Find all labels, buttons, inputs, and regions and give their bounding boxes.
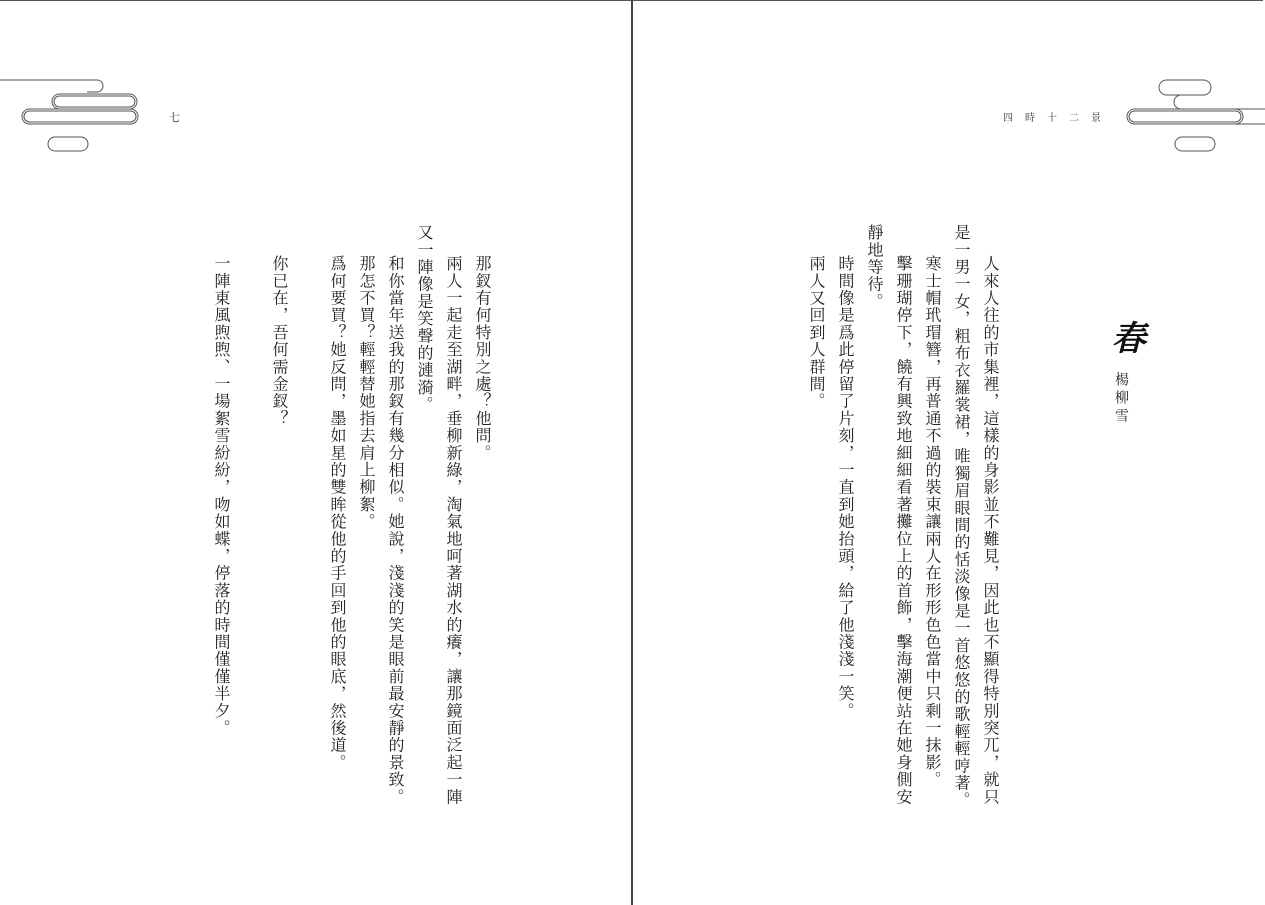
text-column: 寒士帽玳瑁簪，再普通不過的裝束讓兩人在形形色色當中只剩一抹影。 (923, 255, 942, 789)
cloud-ornament-icon (0, 76, 150, 156)
text-column: 爲何要買？她反問，墨如星的雙眸從他的手回到他的眼底，然後道。 (328, 255, 347, 771)
chapter-title: 春 (1105, 320, 1145, 354)
page-number: 七 (169, 111, 180, 124)
text-column: 時間像是爲此停留了片刻，一直到她抬頭，給了他淺淺一笑。 (836, 255, 855, 720)
text-column: 一陣東風煦煦、一場絮雪紛紛，吻如蝶，停落的時間僅僅半夕。 (212, 255, 231, 737)
author-name: 楊柳雪 (1113, 372, 1129, 426)
text-column: 是一男一女，粗布衣羅裳裙，唯獨眉眼間的恬淡像是一首悠悠的歌輕輕哼著。 (952, 224, 971, 809)
text-column: 和你當年送我的那釵有幾分相似。她說，淺淺的笑是眼前最安靜的景致。 (386, 255, 405, 806)
text-column: 又一陣像是笑聲的漣漪。 (415, 224, 434, 414)
text-column: 擊珊瑚停下，饒有興致地細細看著攤位上的首飾，擊海潮便站在她身側安 (894, 255, 913, 806)
right-page (633, 0, 1265, 905)
left-page (0, 0, 631, 905)
text-column: 兩人又回到人群間。 (807, 255, 826, 410)
cloud-ornament-icon (1121, 76, 1265, 156)
running-head: 四時十二景 (1003, 113, 1113, 124)
text-column: 那怎不買？輕輕替她指去肩上柳絮。 (357, 255, 376, 531)
text-column: 兩人一起走至湖畔，垂柳新綠，淘氣地呵著湖水的癢，讓那鏡面泛起一陣 (444, 255, 463, 806)
text-column: 你已在，吾何需金釵？ (270, 255, 289, 427)
text-column: 那釵有何特別之處？他問。 (473, 255, 492, 462)
text-column: 靜地等待。 (865, 224, 884, 310)
text-column: 人來人往的市集裡，這樣的身影並不難見，因此也不顯得特別突兀，就只 (981, 255, 1000, 806)
